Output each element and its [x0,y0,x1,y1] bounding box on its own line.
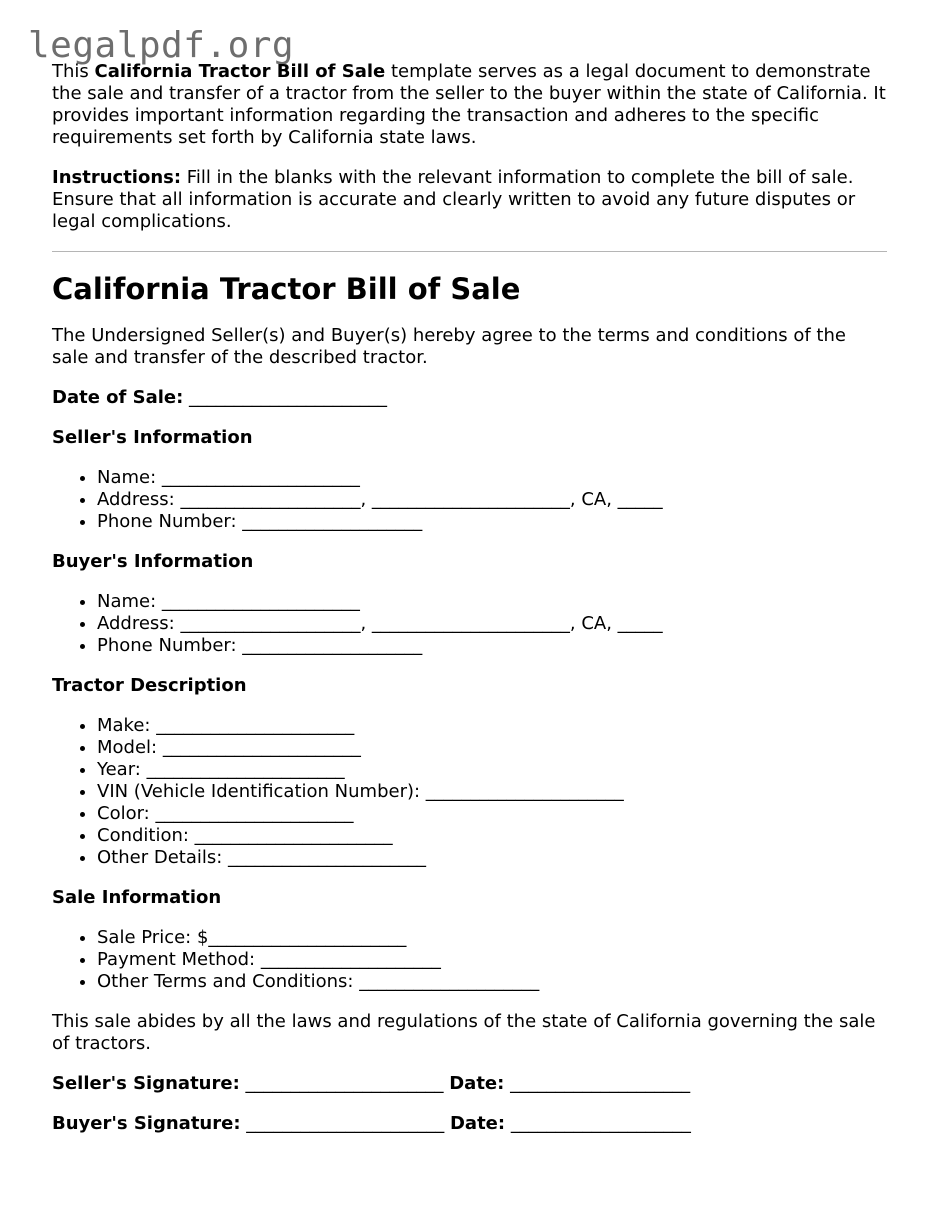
tractor-other-details-field[interactable]: • Other Details: ______________________ [97,847,887,869]
buyer-name-field[interactable]: • Name: ______________________ [97,591,887,613]
buyer-phone-field[interactable]: • Phone Number: ____________________ [97,635,887,657]
buyer-address-field[interactable]: • Address: ____________________, ______________________, CA, _____ [97,613,887,635]
document-title: California Tractor Bill of Sale [52,272,521,306]
buyer-date-label: Date: [449,1113,506,1134]
seller-date-label: Date: [449,1073,505,1094]
buyer-signature-blank[interactable]: ______________________ [240,1113,450,1134]
payment-method-field[interactable]: • Payment Method: ____________________ [97,949,887,971]
tractor-heading: Tractor Description [52,675,247,696]
seller-date-blank[interactable]: ____________________ [504,1073,691,1094]
buyer-signature-row [52,1113,887,1135]
buyer-signature-label: Buyer's Signature: [52,1113,241,1134]
section-divider [52,251,887,252]
tractor-condition-field[interactable]: • Condition: ______________________ [97,825,887,847]
sale-price-field[interactable]: • Sale Price: $______________________ [97,927,887,949]
instructions-paragraph [52,167,887,233]
intro-bold-title: California Tractor Bill of Sale [94,61,386,82]
seller-signature-row [52,1073,887,1095]
document-body [52,61,887,1153]
tractor-list [52,715,887,869]
seller-list [52,467,887,533]
tractor-make-field[interactable]: • Make: ______________________ [97,715,887,737]
closing-paragraph: This sale abides by all the laws and regulations of the state of California governing the sale of tractors. [52,1011,876,1054]
seller-signature-blank[interactable]: ______________________ [239,1073,450,1094]
buyer-heading: Buyer's Information [52,551,254,572]
agreement-paragraph: The Undersigned Seller(s) and Buyer(s) hereby agree to the terms and conditions of the sale and transfer of the described tractor. [52,325,846,368]
watermark-logo: legalpdf.org [28,25,295,66]
tractor-year-field[interactable]: • Year: ______________________ [97,759,887,781]
intro-prefix: This [52,61,95,82]
sale-heading: Sale Information [52,887,222,908]
instructions-text: Fill in the blanks with the relevant information to complete the bill of sale. Ensure that all information is accurate and clearly written to avoid any future disputes or legal complications. [52,167,856,232]
intro-paragraph [52,61,887,149]
buyer-list [52,591,887,657]
tractor-vin-field[interactable]: • VIN (Vehicle Identification Number): ______________________ [97,781,887,803]
other-terms-field[interactable]: • Other Terms and Conditions: ____________________ [97,971,887,993]
seller-address-field[interactable]: • Address: ____________________, ______________________, CA, _____ [97,489,887,511]
date-of-sale-row [52,387,887,409]
date-of-sale-blank[interactable]: ______________________ [183,387,388,408]
seller-name-field[interactable]: • Name: ______________________ [97,467,887,489]
seller-signature-label: Seller's Signature: [52,1073,240,1094]
instructions-label: Instructions: [52,167,182,188]
seller-heading: Seller's Information [52,427,253,448]
date-of-sale-label: Date of Sale: [52,387,184,408]
tractor-color-field[interactable]: • Color: ______________________ [97,803,887,825]
sale-list [52,927,887,993]
intro-suffix: template serves as a legal document to demonstrate the sale and transfer of a tractor from the seller to the buyer within the state of California. It provides important information regarding the transaction and adheres to the specific requirements set forth by California state laws. [52,61,886,148]
buyer-date-blank[interactable]: ____________________ [505,1113,691,1134]
seller-phone-field[interactable]: • Phone Number: ____________________ [97,511,887,533]
tractor-model-field[interactable]: • Model: ______________________ [97,737,887,759]
